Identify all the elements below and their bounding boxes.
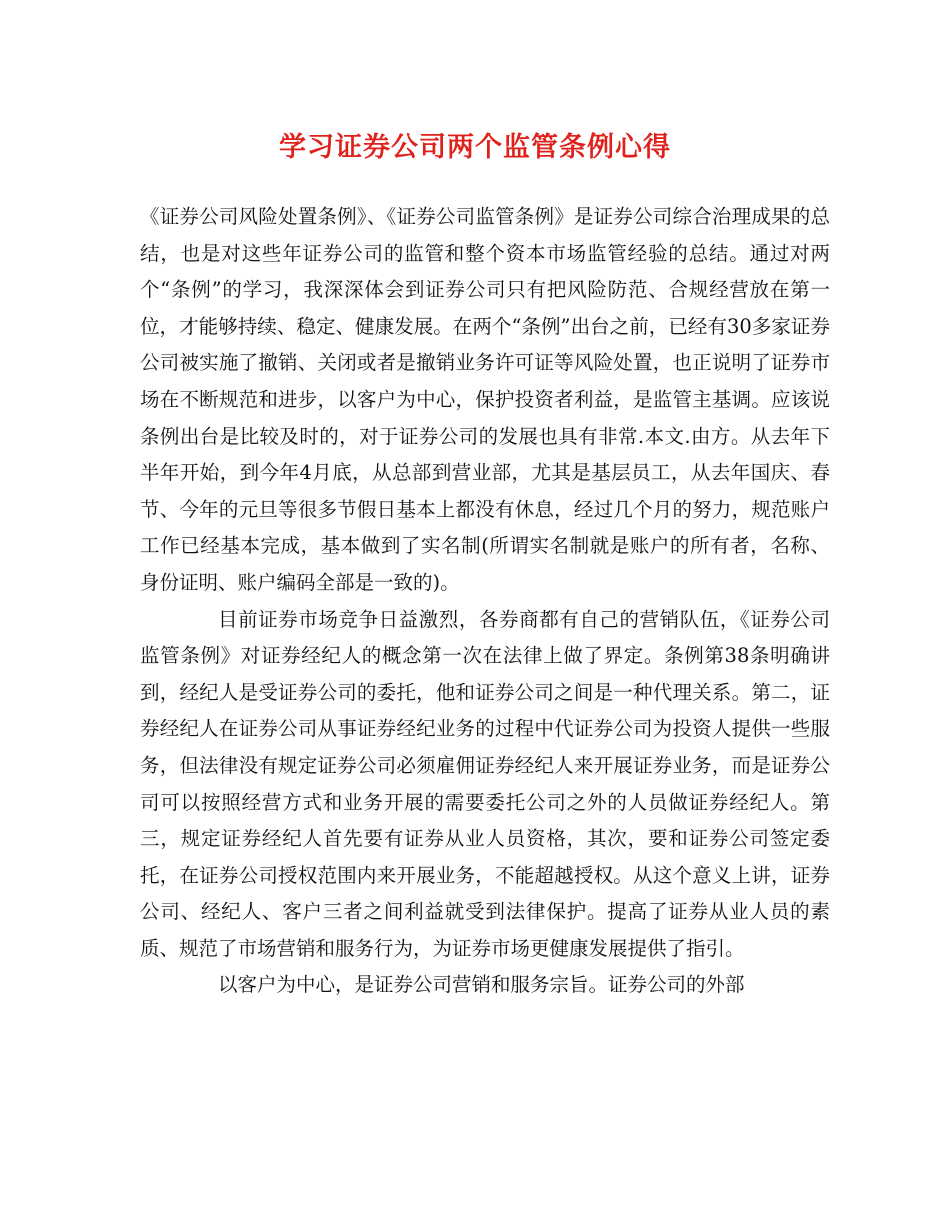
paragraph-3: 以客户为中心，是证券公司营销和服务宗旨。证券公司的外部 — [218, 973, 745, 997]
document-title: 学习证券公司两个监管条例心得 — [279, 132, 671, 163]
document-body — [140, 199, 830, 1004]
paragraph-2: 目前证券市场竞争日益激烈，各券商都有自己的营销队伍，《证券公司监管条例》对证券经纪人的概念第一次在法律上做了界定。条例第38条明确讲到，经纪人是受证券公司的委托，他和证券公司之间是一种代理关系。第二，证券经纪人在证券公司从事证券经纪业务的过程中代证券公司为投资人提供一些服务，但法律没有规定证券公司必须雇佣证券经纪人来开展证券业务，而是证券公司可以按照经营方式和业务开展的需要委托公司之外的人员做证券经纪人。第三，规定证券经纪人首先要有证券从业人员资格，其次，要和证券公司签定委托，在证券公司授权范围内来开展业务，不能超越授权。从这个意义上讲，证券公司、经纪人、客户三者之间利益就受到法律保护。提高了证券从业人员的素质、规范了市场营销和服务行为，为证券市场更健康发展提供了指引。 — [140, 607, 830, 960]
paragraph-1: 《证券公司风险处置条例》、《证券公司监管条例》是证券公司综合治理成果的总结，也是对这些年证券公司的监管和整个资本市场监管经验的总结。通过对两个“条例”的学习，我深深体会到证券公司只有把风险防范、合规经营放在第一位，才能够持续、稳定、健康发展。在两个“条例”出台之前，已经有30多家证券公司被实施了撤销、关闭或者是撤销业务许可证等风险处置，也正说明了证券市场在不断规范和进步，以客户为中心，保护投资者利益，是监管主基调。应该说条例出台是比较及时的，对于证券公司的发展也具有非常.本文.由方。从去年下半年开始，到今年4月底，从总部到营业部，尤其是基层员工，从去年国庆、春节、今年的元旦等很多节假日基本上都没有休息，经过几个月的努力，规范账户工作已经基本完成，基本做到了实名制(所谓实名制就是账户的所有者，名称、身份证明、账户编码全部是一致的)。 — [140, 205, 830, 594]
